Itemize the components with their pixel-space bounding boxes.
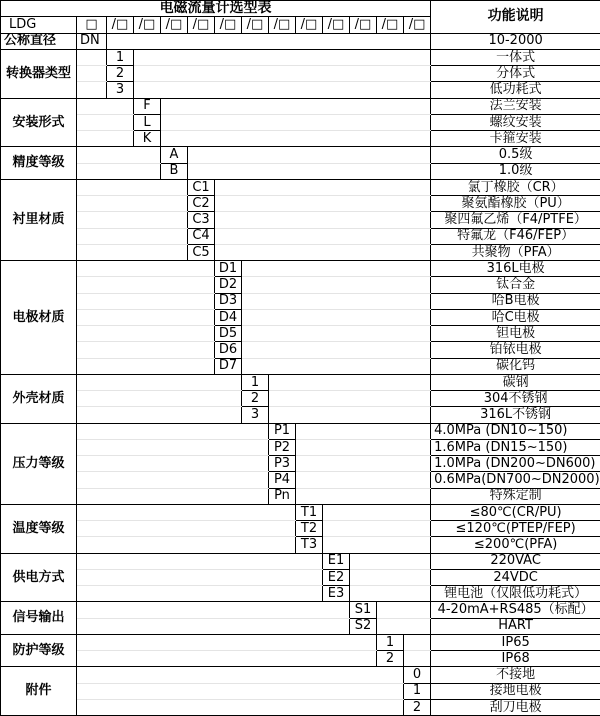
code-cell: P3 xyxy=(269,456,296,472)
section-row xyxy=(1,261,600,277)
section-row xyxy=(1,683,600,699)
desc-cell: 0.6MPa(DN700~DN2000) xyxy=(431,472,600,488)
section-row xyxy=(1,553,600,569)
desc-cell: 316L电极 xyxy=(431,261,600,277)
filler-cell xyxy=(77,179,188,195)
filler-cell xyxy=(77,537,296,553)
code-cell: 1 xyxy=(404,683,431,699)
section-row xyxy=(1,147,600,163)
filler-cell xyxy=(350,553,431,569)
filler-cell xyxy=(242,261,431,277)
code-cell: 2 xyxy=(377,651,404,667)
desc-cell: 接地电极 xyxy=(431,683,600,699)
code-cell: 2 xyxy=(107,66,134,82)
filler-cell xyxy=(77,342,215,358)
filler-cell xyxy=(161,114,431,130)
section-label: 信号输出 xyxy=(1,602,77,635)
filler-cell xyxy=(134,82,431,98)
section-row xyxy=(1,439,600,455)
page-title: 电磁流量计选型表 xyxy=(1,1,431,17)
desc-cell: 24VDC xyxy=(431,569,600,585)
section-row xyxy=(1,537,600,553)
section-row xyxy=(1,163,600,179)
model-slot-cell: /□ xyxy=(161,17,188,33)
filler-cell xyxy=(161,98,431,114)
desc-cell: 低功耗式 xyxy=(431,82,600,98)
filler-cell xyxy=(77,358,215,374)
filler-cell xyxy=(296,472,431,488)
section-row xyxy=(1,196,600,212)
code-cell: 2 xyxy=(404,699,431,715)
desc-cell: 钽电极 xyxy=(431,326,600,342)
desc-cell: 碳钢 xyxy=(431,374,600,390)
desc-cell: 螺纹安装 xyxy=(431,114,600,130)
model-slot-cell: /□ xyxy=(215,17,242,33)
code-cell: D2 xyxy=(215,277,242,293)
filler-cell xyxy=(134,49,431,65)
section-row xyxy=(1,277,600,293)
code-cell: 3 xyxy=(242,407,269,423)
section-row xyxy=(1,423,600,439)
desc-cell: 钛合金 xyxy=(431,277,600,293)
desc-cell: 共聚物（PFA） xyxy=(431,244,600,260)
filler-cell xyxy=(242,326,431,342)
code-cell: D1 xyxy=(215,261,242,277)
desc-cell: 卡箍安装 xyxy=(431,131,600,147)
filler-cell xyxy=(269,391,431,407)
filler-cell xyxy=(77,521,296,537)
desc-cell: ≤120℃(PTEP/FEP) xyxy=(431,521,600,537)
desc-cell: 分体式 xyxy=(431,66,600,82)
code-cell: 1 xyxy=(107,49,134,65)
section-label: 精度等级 xyxy=(1,147,77,180)
section-row xyxy=(1,391,600,407)
filler-cell xyxy=(77,82,107,98)
code-cell: D7 xyxy=(215,358,242,374)
filler-cell xyxy=(296,488,431,504)
section-row xyxy=(1,326,600,342)
model-slot-cell: /□ xyxy=(350,17,377,33)
desc-cell: 聚四氟乙烯（F4/PTFE） xyxy=(431,212,600,228)
code-cell: P2 xyxy=(269,439,296,455)
desc-cell: 哈B电极 xyxy=(431,293,600,309)
code-cell: C3 xyxy=(188,212,215,228)
filler-cell xyxy=(296,439,431,455)
filler-cell xyxy=(77,504,296,520)
desc-cell: 316L不锈钢 xyxy=(431,407,600,423)
code-cell: B xyxy=(161,163,188,179)
filler-cell xyxy=(215,196,431,212)
code-cell: A xyxy=(161,147,188,163)
section-label: 转换器类型 xyxy=(1,49,77,98)
filler-cell xyxy=(77,98,134,114)
filler-cell xyxy=(188,163,431,179)
filler-cell xyxy=(77,163,161,179)
desc-cell: 220VAC xyxy=(431,553,600,569)
section-row xyxy=(1,699,600,715)
section-row xyxy=(1,179,600,195)
filler-cell xyxy=(296,456,431,472)
code-cell: C2 xyxy=(188,196,215,212)
filler-cell xyxy=(77,602,350,618)
desc-cell: 4-20mA+RS485（标配） xyxy=(431,602,600,618)
section-label: 电极材质 xyxy=(1,261,77,375)
code-cell: P4 xyxy=(269,472,296,488)
filler-cell xyxy=(77,634,377,650)
filler-cell xyxy=(215,244,431,260)
code-cell: DN xyxy=(77,33,107,49)
filler-cell xyxy=(215,212,431,228)
code-cell: E1 xyxy=(323,553,350,569)
filler-cell xyxy=(377,602,431,618)
filler-cell xyxy=(242,342,431,358)
section-label: 外壳材质 xyxy=(1,374,77,423)
desc-cell: 4.0MPa (DN10~150) xyxy=(431,423,600,439)
filler-cell xyxy=(77,651,377,667)
section-row xyxy=(1,342,600,358)
code-cell: D6 xyxy=(215,342,242,358)
desc-cell: 碳化钨 xyxy=(431,358,600,374)
section-row xyxy=(1,358,600,374)
model-slot-cell: /□ xyxy=(296,17,323,33)
code-cell: 1 xyxy=(377,634,404,650)
filler-cell xyxy=(161,131,431,147)
model-slot-cell: /□ xyxy=(404,17,431,33)
desc-cell: 特氟龙（F46/FEP） xyxy=(431,228,600,244)
code-cell: 1 xyxy=(242,374,269,390)
filler-cell xyxy=(215,228,431,244)
filler-cell xyxy=(77,618,350,634)
desc-cell: 锂电池（仅限低功耗式） xyxy=(431,586,600,602)
filler-cell xyxy=(269,407,431,423)
function-col-header: 功能说明 xyxy=(431,1,600,34)
code-cell: F xyxy=(134,98,161,114)
model-box-cell: □ xyxy=(77,17,107,33)
code-cell: P1 xyxy=(269,423,296,439)
filler-cell xyxy=(269,374,431,390)
code-cell: D5 xyxy=(215,326,242,342)
filler-cell xyxy=(77,553,323,569)
filler-cell xyxy=(215,179,431,195)
model-slot-cell: /□ xyxy=(269,17,296,33)
code-cell: 3 xyxy=(107,82,134,98)
section-row xyxy=(1,586,600,602)
filler-cell xyxy=(77,277,215,293)
filler-cell xyxy=(242,358,431,374)
section-row xyxy=(1,472,600,488)
filler-cell xyxy=(77,439,269,455)
section-row xyxy=(1,114,600,130)
desc-cell: 聚氨酯橡胶（PU） xyxy=(431,196,600,212)
filler-cell xyxy=(77,114,134,130)
section-row xyxy=(1,212,600,228)
desc-cell: 不接地 xyxy=(431,667,600,683)
filler-cell xyxy=(296,423,431,439)
section-row xyxy=(1,634,600,650)
filler-cell xyxy=(242,293,431,309)
section-label: 供电方式 xyxy=(1,553,77,602)
desc-cell: IP65 xyxy=(431,634,600,650)
model-slot-cell: /□ xyxy=(377,17,404,33)
code-cell: L xyxy=(134,114,161,130)
section-row xyxy=(1,374,600,390)
filler-cell xyxy=(404,634,431,650)
code-cell: T2 xyxy=(296,521,323,537)
filler-cell xyxy=(77,49,107,65)
model-slot-cell: /□ xyxy=(188,17,215,33)
filler-cell xyxy=(77,667,404,683)
filler-cell xyxy=(404,651,431,667)
section-label: 公称直径 xyxy=(1,33,77,49)
desc-cell: 1.0级 xyxy=(431,163,600,179)
filler-cell xyxy=(77,456,269,472)
code-cell: S1 xyxy=(350,602,377,618)
model-slot-cell: /□ xyxy=(242,17,269,33)
code-cell: C1 xyxy=(188,179,215,195)
section-row xyxy=(1,33,600,49)
section-row xyxy=(1,98,600,114)
desc-cell: 特殊定制 xyxy=(431,488,600,504)
section-label: 压力等级 xyxy=(1,423,77,504)
code-cell: T3 xyxy=(296,537,323,553)
filler-cell xyxy=(77,66,107,82)
section-row xyxy=(1,309,600,325)
section-row xyxy=(1,131,600,147)
section-label: 温度等级 xyxy=(1,504,77,553)
filler-cell xyxy=(77,309,215,325)
desc-cell: 1.0MPa (DN200~DN600) xyxy=(431,456,600,472)
code-cell: C5 xyxy=(188,244,215,260)
section-row xyxy=(1,82,600,98)
code-cell: K xyxy=(134,131,161,147)
model-slot-cell: /□ xyxy=(134,17,161,33)
filler-cell xyxy=(77,472,269,488)
filler-cell xyxy=(323,521,431,537)
desc-cell: 0.5级 xyxy=(431,147,600,163)
desc-cell: 刮刀电极 xyxy=(431,699,600,715)
code-cell: 0 xyxy=(404,667,431,683)
model-prefix: LDG xyxy=(1,17,77,33)
section-row xyxy=(1,667,600,683)
desc-cell: ≤200℃(PFA) xyxy=(431,537,600,553)
code-cell: Pn xyxy=(269,488,296,504)
filler-cell xyxy=(323,504,431,520)
section-label: 安装形式 xyxy=(1,98,77,147)
desc-cell: 铂铱电极 xyxy=(431,342,600,358)
model-slot-cell: /□ xyxy=(107,17,134,33)
section-row xyxy=(1,407,600,423)
code-cell: 2 xyxy=(242,391,269,407)
filler-cell xyxy=(77,586,323,602)
section-label: 衬里材质 xyxy=(1,179,77,260)
filler-cell xyxy=(77,699,404,715)
code-cell: T1 xyxy=(296,504,323,520)
filler-cell xyxy=(77,196,188,212)
filler-cell xyxy=(107,33,431,49)
filler-cell xyxy=(77,326,215,342)
desc-cell: 10-2000 xyxy=(431,33,600,49)
code-cell: D3 xyxy=(215,293,242,309)
section-row xyxy=(1,456,600,472)
desc-cell: HART xyxy=(431,618,600,634)
section-row xyxy=(1,618,600,634)
desc-cell: 1.6MPa (DN15~150) xyxy=(431,439,600,455)
filler-cell xyxy=(77,228,188,244)
code-cell: E2 xyxy=(323,569,350,585)
filler-cell xyxy=(134,66,431,82)
section-row xyxy=(1,504,600,520)
section-row xyxy=(1,569,600,585)
section-row xyxy=(1,66,600,82)
model-slot-cell: /□ xyxy=(323,17,350,33)
filler-cell xyxy=(77,131,134,147)
filler-cell xyxy=(77,147,161,163)
section-label: 防护等级 xyxy=(1,634,77,667)
filler-cell xyxy=(188,147,431,163)
section-row xyxy=(1,651,600,667)
filler-cell xyxy=(77,569,323,585)
desc-cell: 304不锈钢 xyxy=(431,391,600,407)
filler-cell xyxy=(77,488,269,504)
filler-cell xyxy=(77,683,404,699)
section-row xyxy=(1,244,600,260)
filler-cell xyxy=(242,309,431,325)
code-cell: E3 xyxy=(323,586,350,602)
section-row xyxy=(1,228,600,244)
filler-cell xyxy=(350,586,431,602)
filler-cell xyxy=(77,374,242,390)
filler-cell xyxy=(77,407,242,423)
desc-cell: 法兰安装 xyxy=(431,98,600,114)
filler-cell xyxy=(350,569,431,585)
section-label: 附件 xyxy=(1,667,77,716)
code-cell: D4 xyxy=(215,309,242,325)
section-row xyxy=(1,602,600,618)
desc-cell: 哈C电极 xyxy=(431,309,600,325)
section-row xyxy=(1,293,600,309)
desc-cell: IP68 xyxy=(431,651,600,667)
section-row xyxy=(1,521,600,537)
code-cell: C4 xyxy=(188,228,215,244)
filler-cell xyxy=(77,293,215,309)
section-row xyxy=(1,488,600,504)
filler-cell xyxy=(377,618,431,634)
filler-cell xyxy=(323,537,431,553)
desc-cell: ≤80℃(CR/PU) xyxy=(431,504,600,520)
filler-cell xyxy=(77,423,269,439)
filler-cell xyxy=(77,391,242,407)
desc-cell: 氯丁橡胶（CR） xyxy=(431,179,600,195)
filler-cell xyxy=(77,212,188,228)
filler-cell xyxy=(77,261,215,277)
filler-cell xyxy=(242,277,431,293)
desc-cell: 一体式 xyxy=(431,49,600,65)
title-row xyxy=(1,1,600,17)
section-row xyxy=(1,49,600,65)
code-cell: S2 xyxy=(350,618,377,634)
filler-cell xyxy=(77,244,188,260)
